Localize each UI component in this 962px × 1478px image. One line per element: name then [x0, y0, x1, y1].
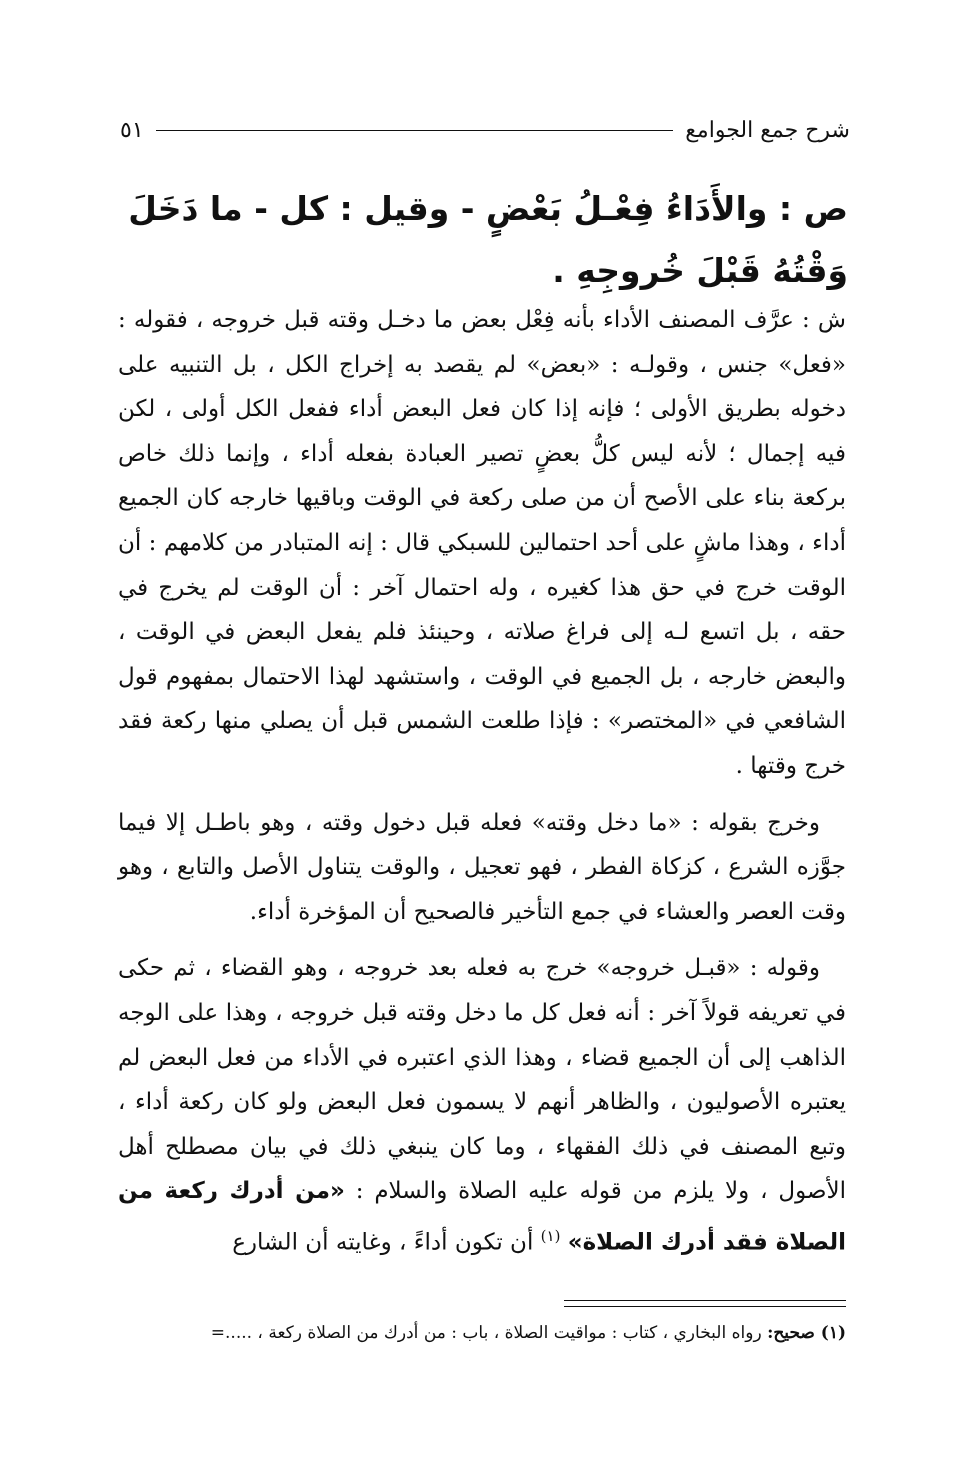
commentary [118, 298, 846, 1277]
footnote-text: رواه البخاري ، كتاب : مواقيت الصلاة ، باب : من أدرك من الصلاة ركعة ، .....= [210, 1323, 768, 1343]
footnote [118, 1318, 846, 1348]
footnote-marker[interactable]: (١) [540, 1226, 561, 1245]
matn-text: ص : والأَدَاءُ فِعْـلُ بَعْضٍ - وقيل : كل - ما دَخَلَ وَقْتُهُ قَبْلَ خُروجِهِ . [128, 189, 848, 290]
header-rule [156, 130, 674, 131]
running-title: شرح جمع الجوامع [685, 117, 850, 143]
commentary-paragraph-1: ش : عرَّف المصنف الأداء بأنه فِعْل بعض ما دخـل وقته قبل خروجه ، فقوله : «فعل» جنس ، وقولـه : «بعض» لم يقصد به إخراج الكل ، بل التنبيه على دخوله بطريق الأولى ؛ فإنه إذا كان فعل البعض أداء ففعل الكل أولى ، لكن فيه إجمال ؛ لأنه ليس كلُّ بعضٍ تصير العبادة بفعله أداء ، وإنما ذلك خاص بركعة بناء على الأصح أن من صلى ركعة في الوقت وباقيها خارجه كان الجميع أداء ، وهذا ماشٍ على أحد احتمالين للسبكي قال : إنه المتبادر من كلامهم : أن الوقت خرج في حق هذا كغيره ، وله احتمال آخر : أن الوقت لم يخرج في حقه ، بل اتسع لـه إلى فراغ صلاته ، وحينئذ فلم يفعل البعض في الوقت ، والبعض خارجه ، بل الجميع في الوقت ، واستشهد لهذا الاحتمال بمفهوم قول الشافعي في «المختصر» : فإذا طلعت الشمس قبل أن يصلي منها ركعة فقد خرج وقتها . [118, 307, 846, 779]
page-number: ٥١ [120, 117, 144, 143]
running-header [120, 112, 850, 148]
footnote-label: (١) صحيح: [767, 1323, 846, 1343]
commentary-paragraph-2: وخرج بقوله : «ما دخل وقته» فعله قبل دخول وقته ، وهو باطـل إلا فيما جوَّزه الشرع ، كزكاة الفطر ، فهو تعجيل ، والوقت يتناول الأصل والتابع ، وهو وقت العصر والعشاء في جمع التأخير فالصحيح أن المؤخرة أداء. [118, 809, 846, 925]
footnote-separator [564, 1300, 846, 1307]
paragraph-3-text-end: أن تكون أداءً ، وغايته أن الشارع [232, 1229, 541, 1256]
paragraph-3-text-start: وقوله : «قبـل خروجه» خرج به فعله بعد خروجه ، وهو القضاء ، ثم حكى في تعريفه قولاً آخر : أنه فعل كل ما دخل وقته قبل خروجه ، وهذا على الوجه الذاهب إلى أن الجميع قضاء ، وهذا الذي اعتبره في الأداء من فعل البعض لم يعتبره الأصوليون ، والظاهر أنهم لا يسمون فعل البعض ولو كان ركعة أداء ، وتبع المصنف في ذلك الفقهاء ، وما كان ينبغي ذلك في بيان مصطلح أهل الأصول ، ولا يلزم من قوله عليه الصلاة والسلام : [118, 955, 846, 1205]
commentary-paragraph-3 [118, 946, 846, 1265]
hadith-quote: «من أدرك ركعة من الصلاة فقد أدرك الصلاة» [118, 1178, 846, 1256]
